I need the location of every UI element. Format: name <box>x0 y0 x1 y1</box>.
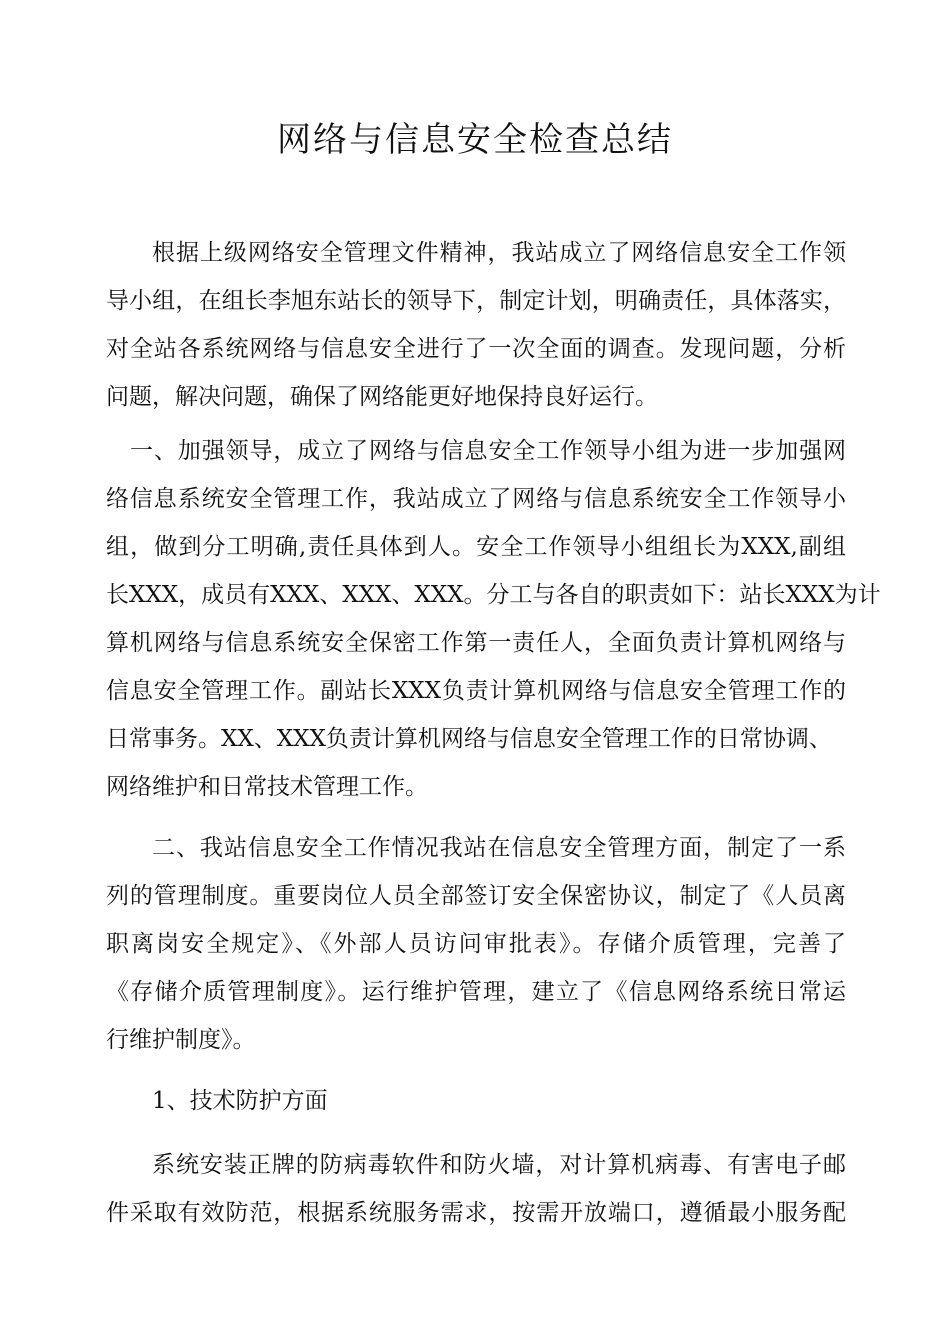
paragraph-line: 二、我站信息安全工作情况我站在信息安全管理方面，制定了一系 <box>152 835 846 861</box>
paragraph-technical <box>106 1141 846 1237</box>
paragraph-line: 组，做到分工明确,责任具体到人。安全工作领导小组组长为XXX,副组 <box>106 534 846 560</box>
paragraph-line: 一、加强领导，成立了网络与信息安全工作领导小组为进一步加强网 <box>130 438 846 464</box>
subsection-heading <box>106 1077 846 1125</box>
paragraph-line: 长XXX，成员有XXX、XXX、XXX。分工与各自的职责如下：站长XXX为计 <box>106 582 881 608</box>
paragraph-intro <box>106 229 846 421</box>
document-title: 网络与信息安全检查总结 <box>277 120 673 160</box>
paragraph-line: 对全站各系统网络与信息安全进行了一次全面的调查。发现问题，分析 <box>106 336 846 362</box>
paragraph-line: 行维护制度》。 <box>106 1027 256 1053</box>
paragraph-line: 《存储介质管理制度》。运行维护管理，建立了《信息网络系统日常运 <box>106 979 846 1005</box>
paragraph-line: 导小组，在组长李旭东站长的领导下，制定计划，明确责任，具体落实， <box>106 288 846 314</box>
paragraph-line: 日常事务。XX、XXX负责计算机网络与信息安全管理工作的日常协调、 <box>106 726 832 752</box>
paragraph-line: 信息安全管理工作。副站长XXX负责计算机网络与信息安全管理工作的 <box>106 678 846 704</box>
paragraph-line: 算机网络与信息系统安全保密工作第一责任人，全面负责计算机网络与 <box>106 630 846 656</box>
paragraph-line: 件采取有效防范，根据系统服务需求，按需开放端口，遵循最小服务配 <box>106 1200 846 1226</box>
paragraph-section-two <box>106 824 846 1064</box>
paragraph-line: 列的管理制度。重要岗位人员全部签订安全保密协议，制定了《人员离 <box>106 883 846 909</box>
paragraph-line: 问题，解决问题，确保了网络能更好地保持良好运行。 <box>106 384 658 410</box>
subsection-heading-text: 1、技术防护方面 <box>152 1088 328 1114</box>
paragraph-line: 络信息系统安全管理工作，我站成立了网络与信息系统安全工作领导小 <box>106 486 846 512</box>
paragraph-section-one <box>106 427 881 811</box>
paragraph-line: 系统安装正牌的防病毒软件和防火墙，对计算机病毒、有害电子邮 <box>152 1152 846 1178</box>
paragraph-line: 网络维护和日常技术管理工作。 <box>106 774 428 800</box>
paragraph-line: 职离岗安全规定》、《外部人员访问审批表》。存储介质管理，完善了 <box>106 931 846 957</box>
paragraph-line: 根据上级网络安全管理文件精神，我站成立了网络信息安全工作领 <box>152 240 846 266</box>
